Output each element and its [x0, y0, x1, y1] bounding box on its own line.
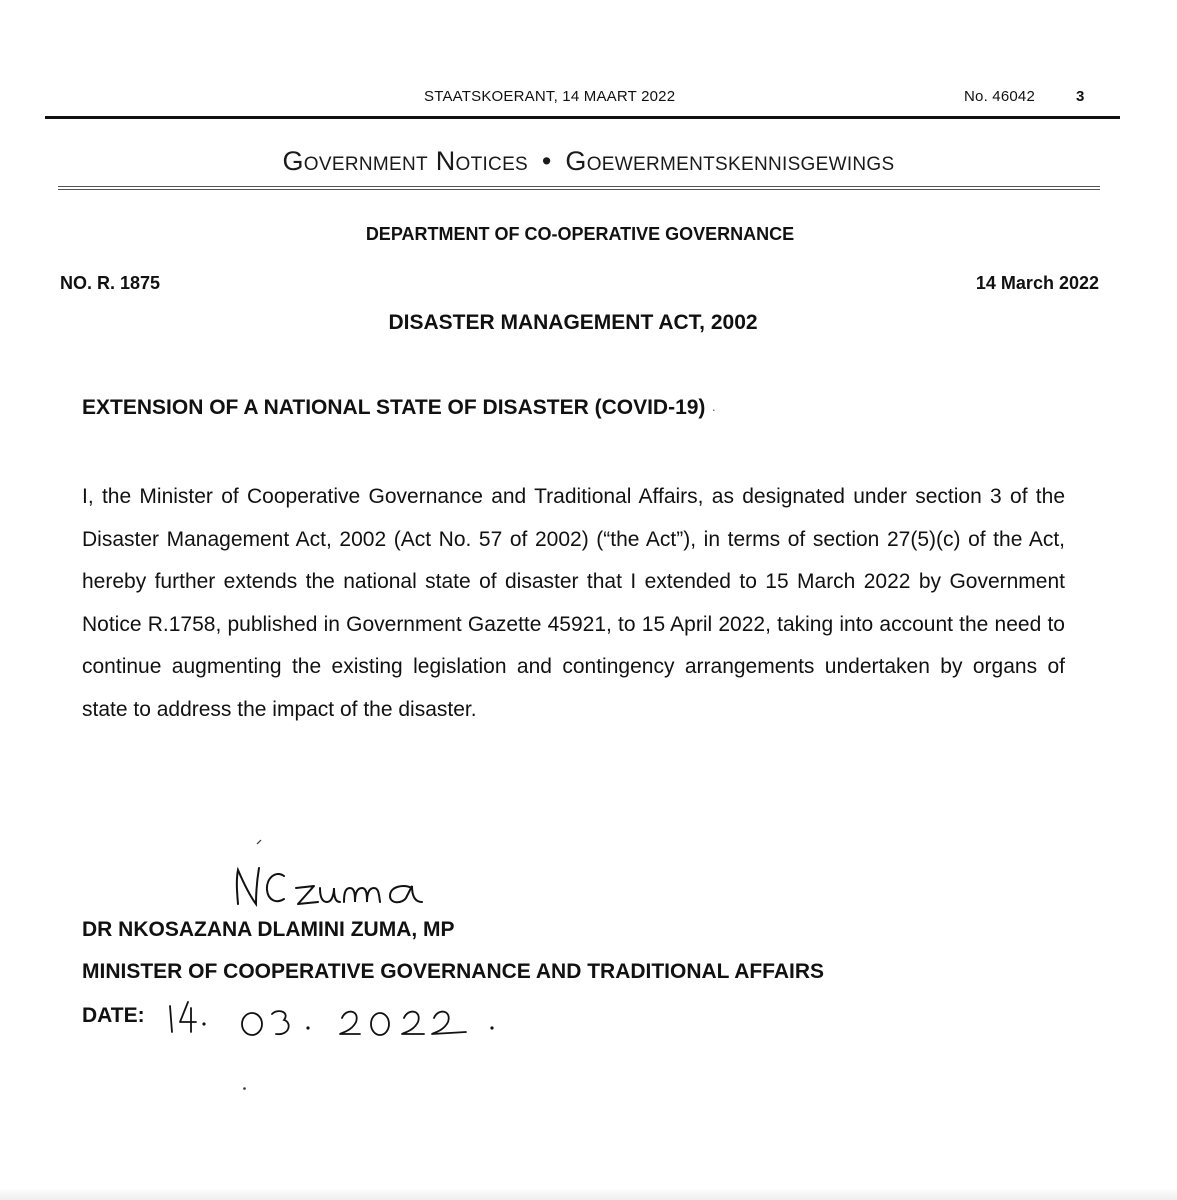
section-divider-bottom — [58, 189, 1100, 190]
section-divider-top — [58, 186, 1100, 187]
notice-number: NO. R. 1875 — [60, 273, 161, 293]
department-name: DEPARTMENT OF CO-OPERATIVE GOVERNANCE — [365, 224, 795, 244]
stray-dot-icon: · — [711, 401, 717, 417]
date-label: DATE: — [82, 1004, 145, 1027]
ink-dot-icon — [242, 1078, 247, 1083]
gazette-title: STAATSKOERANT, 14 MAART 2022 — [424, 88, 676, 105]
gazette-header — [0, 88, 1177, 110]
signature-image — [226, 852, 466, 922]
section-heading-afrikaans: Goewermentskennisgewings — [565, 146, 895, 176]
notice-title-text: EXTENSION OF A NATIONAL STATE OF DISASTER (COVID-19) — [82, 396, 706, 419]
handwritten-date — [160, 994, 510, 1040]
ink-mark-icon — [256, 832, 262, 838]
notice-date: 14 March 2022 — [975, 273, 1099, 293]
header-divider — [45, 116, 1120, 119]
signatory-title: MINISTER OF COOPERATIVE GOVERNANCE AND TRADITIONAL AFFAIRS — [82, 960, 825, 983]
section-heading — [0, 146, 1177, 177]
section-heading-separator: • — [541, 146, 552, 176]
gazette-number: No. 46042 — [964, 88, 1036, 105]
notice-body: I, the Minister of Cooperative Governance and Traditional Affairs, as designated under section 3 of the Disaster Management Act, 2002 (Act No. 57 of 2002) (“the Act”), in terms of section 27(5)(c) of the Act, hereby further extends the national state of disaster that I extended to 15 March 2022 by Government Notice R.1758, published in Government Gazette 45921, to 15 April 2022, taking into account the need to continue augmenting the existing legislation and contingency arrangements undertaken by organs of state to address the impact of the disaster. — [82, 485, 1065, 721]
notice-title — [82, 396, 716, 420]
signatory-name: DR NKOSAZANA DLAMINI ZUMA, MP — [82, 918, 455, 941]
section-heading-english: Government Notices — [282, 146, 529, 176]
page-number: 3 — [1076, 88, 1085, 105]
act-title: DISASTER MANAGEMENT ACT, 2002 — [388, 311, 758, 334]
page-bottom-edge — [0, 1188, 1177, 1200]
